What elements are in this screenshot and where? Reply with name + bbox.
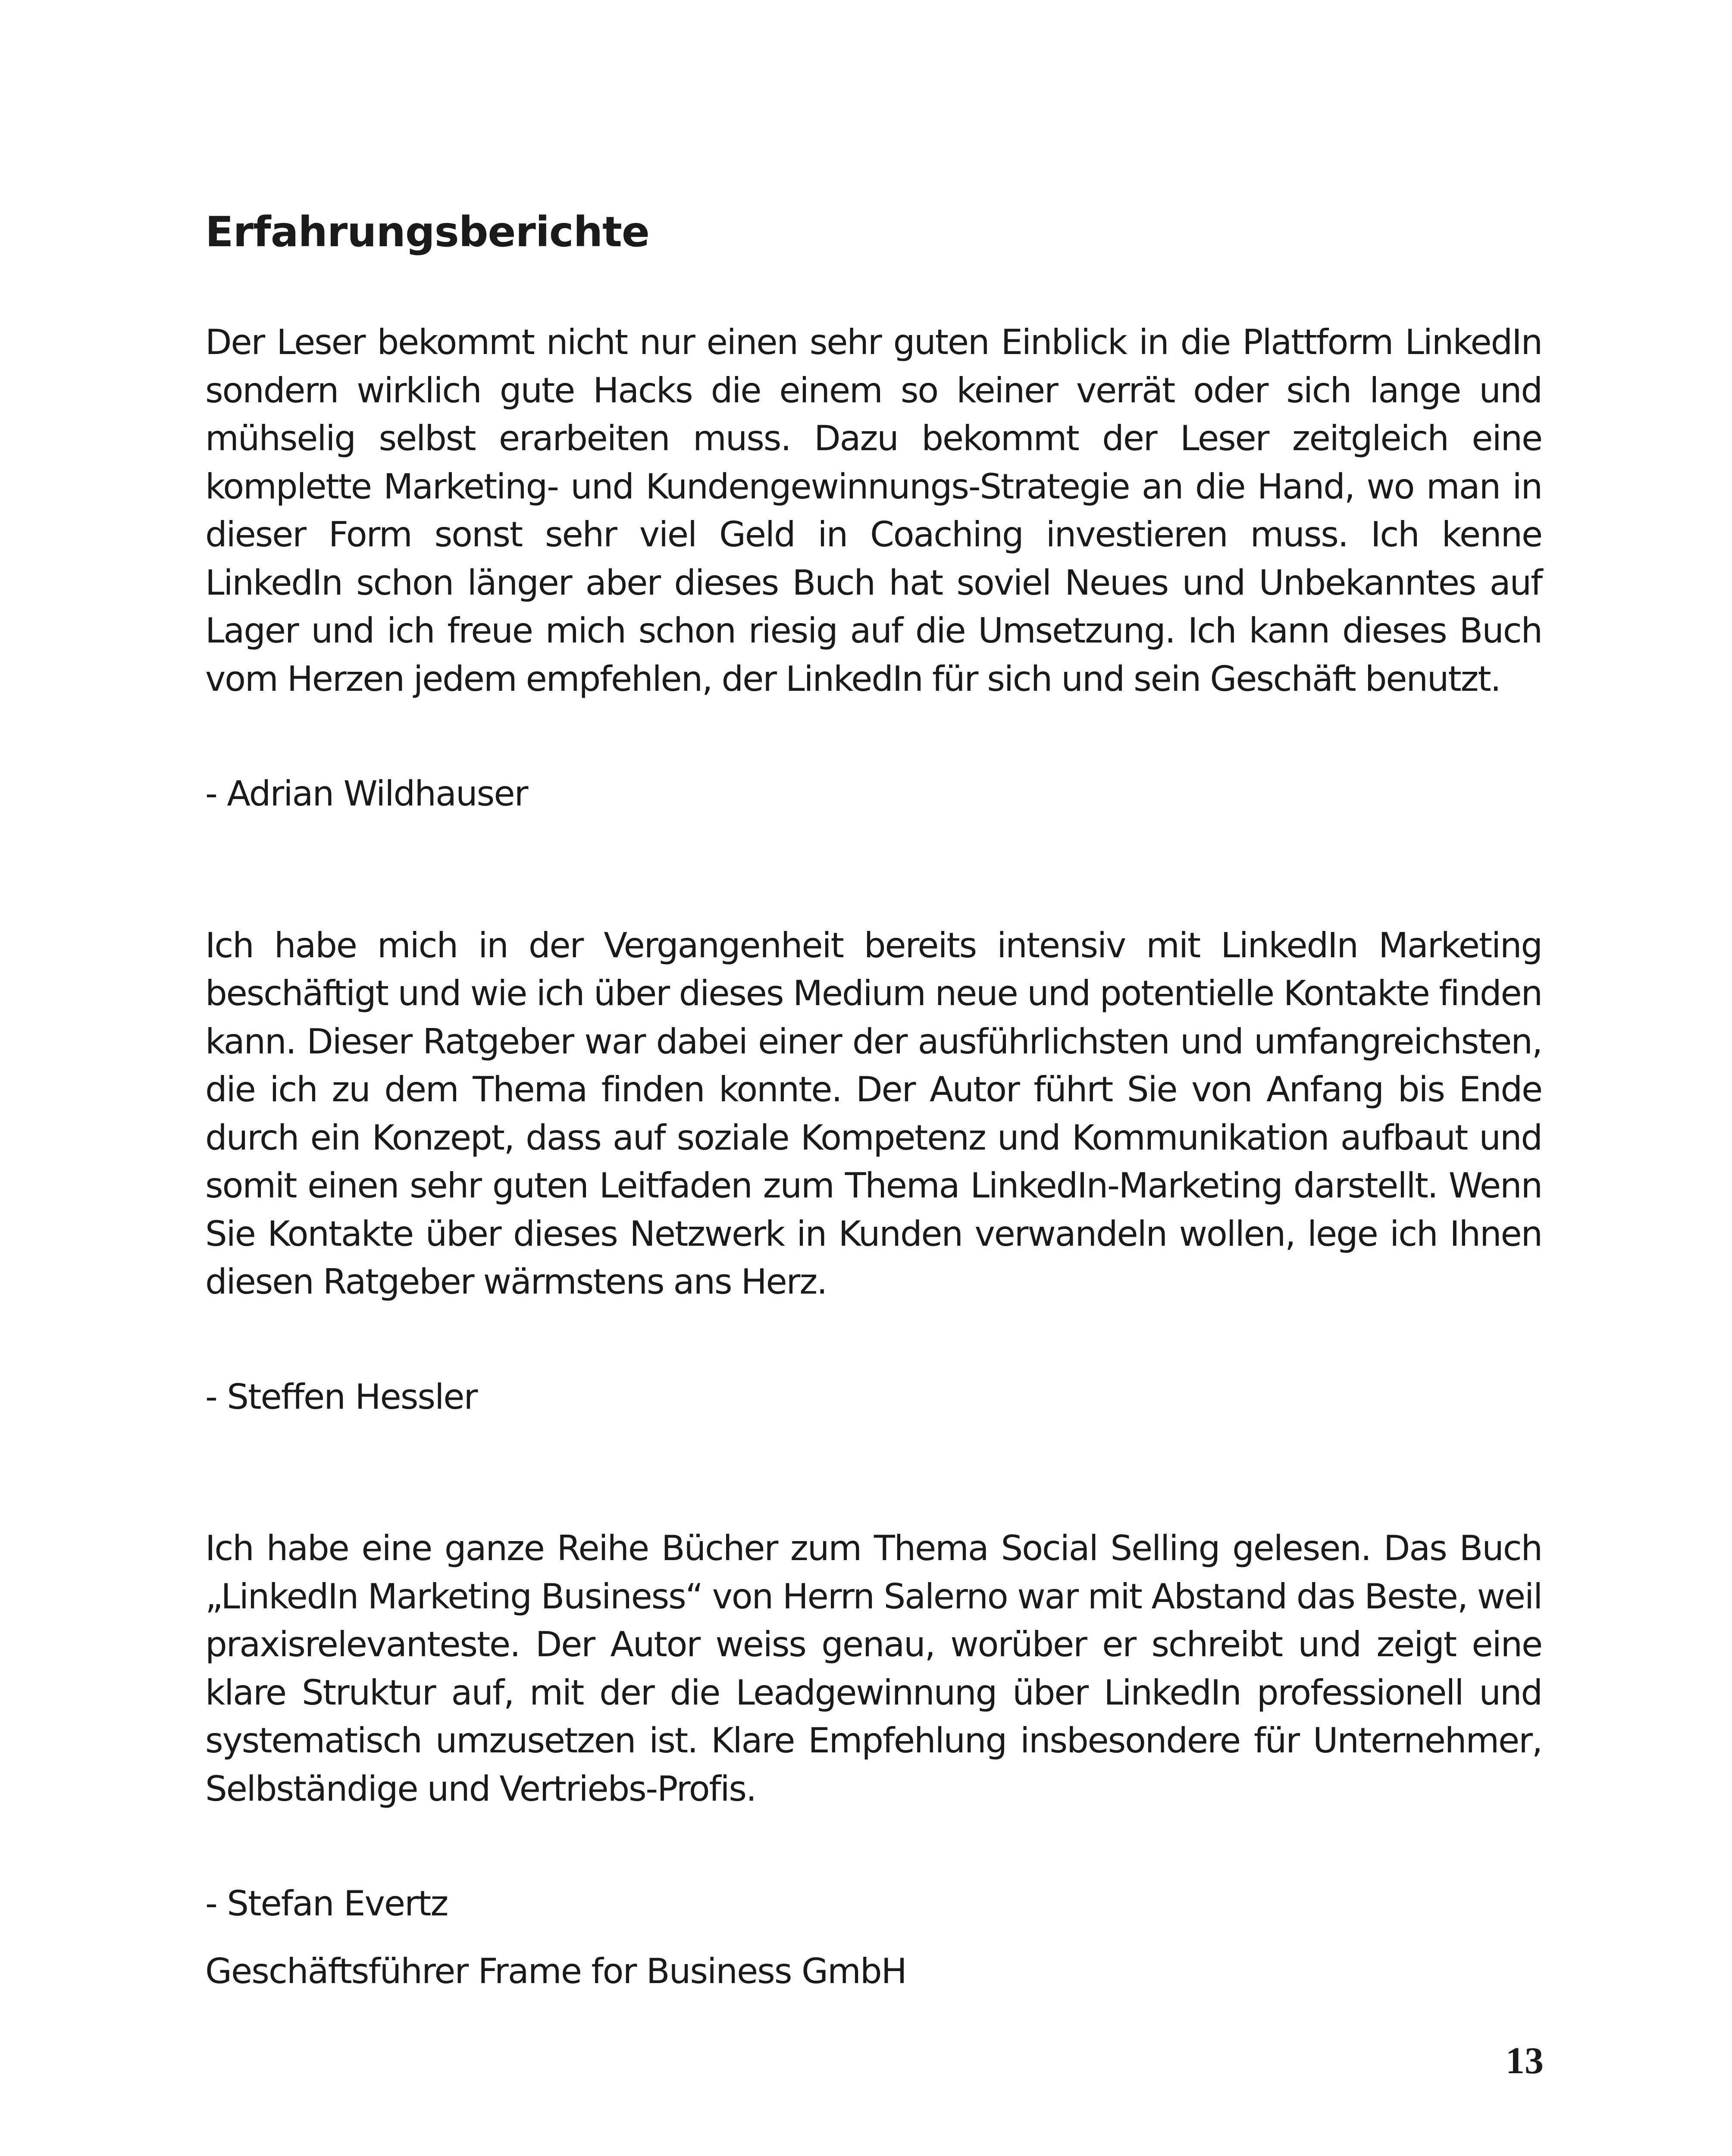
testimonial-text-2: Ich habe mich in der Vergangenheit bereits intensiv mit LinkedIn Marketing beschäftigt und wie ich über dieses Medium neue und potentielle Kontakte finden kann. Dieser Ratgeber war dabei einer der ausführlichsten und umfangreichsten, die ich zu dem Thema finden konnte. Der Autor führt Sie von Anfang bis Ende durch ein Konzept, dass auf soziale Kompetenz und Kommunikation aufbaut und somit einen sehr guten Leitfaden zum Thema LinkedIn-Marketing darstellt. Wenn Sie Kontakte über dieses Netzwerk in Kunden verwandeln wollen, lege ich Ihnen diesen Ratgeber wärmstens ans Herz. xyxy=(205,925,1542,1302)
testimonial-text-1: Der Leser bekommt nicht nur einen sehr guten Einblick in die Plattform LinkedIn sondern wirklich gute Hacks die einem so keiner verrät oder sich lange und mühselig selbst erarbeiten muss. Dazu bekommt der Leser zeitgleich eine komplette Marketing- und Kundengewinnungs-Strategie an die Hand, wo man in dieser Form sonst sehr viel Geld in Coaching investieren muss. Ich kenne LinkedIn schon länger aber dieses Buch hat soviel Neues und Unbekanntes auf Lager und ich freue mich schon riesig auf die Umsetzung. Ich kann dieses Buch vom Herzen jedem empfehlen, der LinkedIn für sich und sein Geschäft benutzt. xyxy=(205,322,1542,699)
testimonial-author-3: - Stefan Evertz xyxy=(205,1883,448,1924)
section-heading: Erfahrungsberichte xyxy=(205,208,650,256)
page-content xyxy=(205,202,1542,1995)
testimonial-text-3: Ich habe eine ganze Reihe Bücher zum Thema Social Selling gelesen. Das Buch „LinkedIn Marketing Business“ von Herrn Salerno war mit Abstand das Beste, weil praxisrelevanteste. Der Autor weiss genau, worüber er schreibt und zeigt eine klare Struktur auf, mit der die Leadgewinnung über LinkedIn professionell und systematisch umzusetzen ist. Klare Empfehlung insbesondere für Unternehmer, Selbständige und Vertriebs-Profis. xyxy=(205,1528,1542,1809)
testimonial-author-role-3: Geschäftsführer Frame for Business GmbH xyxy=(205,1951,906,1991)
testimonial-author-2: - Steffen Hessler xyxy=(205,1376,477,1417)
page-number: 13 xyxy=(1506,2040,1544,2082)
testimonial-author-1: - Adrian Wildhauser xyxy=(205,774,528,814)
